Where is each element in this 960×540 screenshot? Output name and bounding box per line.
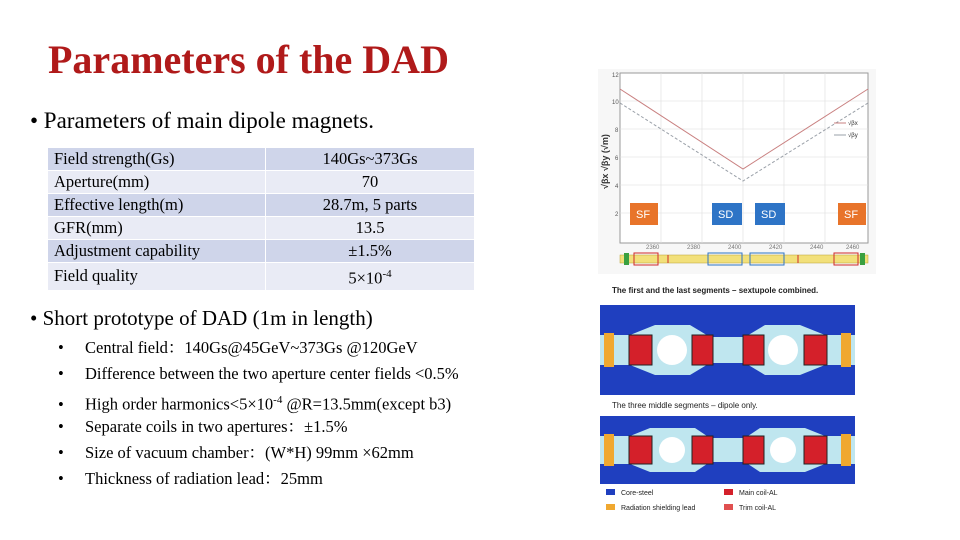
list-item-text: Separate coils in two apertures：±1.5%: [85, 416, 348, 436]
legend-item: [724, 504, 776, 512]
beta-plot-svg: [598, 69, 876, 274]
table-row: [48, 194, 475, 217]
legend-swatch: [724, 489, 733, 495]
cross-section-legend: [606, 489, 856, 515]
caption-sextupole-segments: The first and the last segments – sextupole combined.: [612, 286, 819, 295]
legend-label: Trim coil-AL: [739, 505, 777, 512]
legend-item: [724, 489, 778, 497]
list-item: [58, 440, 459, 466]
table-key: GFR(mm): [48, 217, 266, 240]
table-value: [266, 263, 475, 291]
bullet-main-dipole: • Parameters of main dipole magnets.: [30, 108, 375, 133]
bullet-dot: •: [58, 394, 64, 414]
list-item-exponent: -4: [273, 394, 283, 407]
list-item-text: Difference between the two aperture center fields <0.5%: [85, 364, 459, 384]
legend-swatch: [724, 504, 733, 510]
cross-section-sextupole: [600, 305, 855, 395]
x-tick: 2420: [769, 245, 783, 251]
prototype-specs-list: [58, 335, 459, 492]
legend-entry: √βy: [848, 133, 858, 139]
y-tick: 6: [615, 156, 619, 162]
table-key: Effective length(m): [48, 194, 266, 217]
caption-dipole-segments: The three middle segments – dipole only.: [612, 401, 758, 410]
magnet-label: SD: [761, 209, 777, 221]
table-value: 13.5: [266, 217, 475, 240]
list-item-text: Central field：140Gs@45GeV~373Gs @120GeV: [85, 338, 418, 357]
magnet-label: SF: [844, 209, 859, 221]
y-tick: 8: [615, 128, 619, 134]
table-row: [48, 148, 475, 171]
x-tick: 2460: [846, 245, 860, 251]
table-row: [48, 263, 475, 291]
bullet-dot: •: [58, 416, 64, 436]
legend-swatch: [606, 504, 615, 510]
parameters-table: [47, 147, 475, 291]
x-tick: 2360: [646, 245, 660, 251]
legend-label: Core-steel: [621, 490, 654, 497]
bullet-dot: •: [58, 338, 64, 357]
list-item-text: Thickness of radiation lead：25mm: [85, 468, 323, 488]
legend-entry: √βx: [848, 121, 858, 127]
legend-label: Main coil-AL: [739, 490, 778, 497]
table-row: [48, 240, 475, 263]
bullet-dot: •: [58, 442, 64, 462]
x-tick: 2400: [728, 245, 742, 251]
magnet-label: SF: [636, 209, 651, 221]
legend-label: Radiation shielding lead: [621, 505, 696, 512]
table-key: Field strength(Gs): [48, 148, 266, 171]
list-item-text: High order harmonics<5×10: [85, 394, 274, 414]
y-tick: 12: [612, 73, 619, 79]
bullet-short-prototype: • Short prototype of DAD (1m in length): [30, 306, 373, 330]
table-key: Aperture(mm): [48, 171, 266, 194]
list-item: [58, 361, 459, 387]
table-key: Field quality: [48, 263, 266, 291]
y-tick: 4: [615, 184, 619, 190]
list-item: [58, 466, 459, 492]
legend-item: [606, 489, 653, 497]
plot-y-ticks: [612, 73, 619, 218]
table-row: [48, 217, 475, 240]
table-value: 140Gs~373Gs: [266, 148, 475, 171]
table-row: [48, 171, 475, 194]
lattice-strip: [620, 253, 868, 265]
x-tick: 2440: [810, 245, 824, 251]
y-tick: 10: [612, 100, 619, 106]
y-tick: 2: [615, 212, 619, 218]
field-quality-base: 5×10: [348, 268, 383, 288]
list-item: [58, 387, 459, 413]
beta-function-plot: [598, 69, 876, 274]
slide-title: Parameters of the DAD: [48, 37, 449, 82]
table-key: Adjustment capability: [48, 240, 266, 263]
legend-item: [606, 504, 695, 512]
list-item-tail: @R=13.5mm(except b3): [282, 394, 452, 414]
list-item: [58, 335, 459, 361]
bullet-dot: •: [58, 364, 64, 384]
field-quality-exponent: -4: [382, 268, 392, 280]
table-value: 70: [266, 171, 475, 194]
cross-section-dipole: [600, 416, 855, 484]
table-value: ±1.5%: [266, 240, 475, 263]
magnet-label: SD: [718, 209, 734, 221]
bullet-dot: •: [58, 468, 64, 488]
x-tick: 2380: [687, 245, 701, 251]
table-value: 28.7m, 5 parts: [266, 194, 475, 217]
legend-swatch: [606, 489, 615, 495]
list-item-text: Size of vacuum chamber：(W*H) 99mm ×62mm: [85, 442, 414, 462]
list-item: [58, 414, 459, 440]
plot-x-ticks: [646, 245, 860, 251]
plot-ylabel: √βx √βy (√m): [600, 134, 610, 189]
